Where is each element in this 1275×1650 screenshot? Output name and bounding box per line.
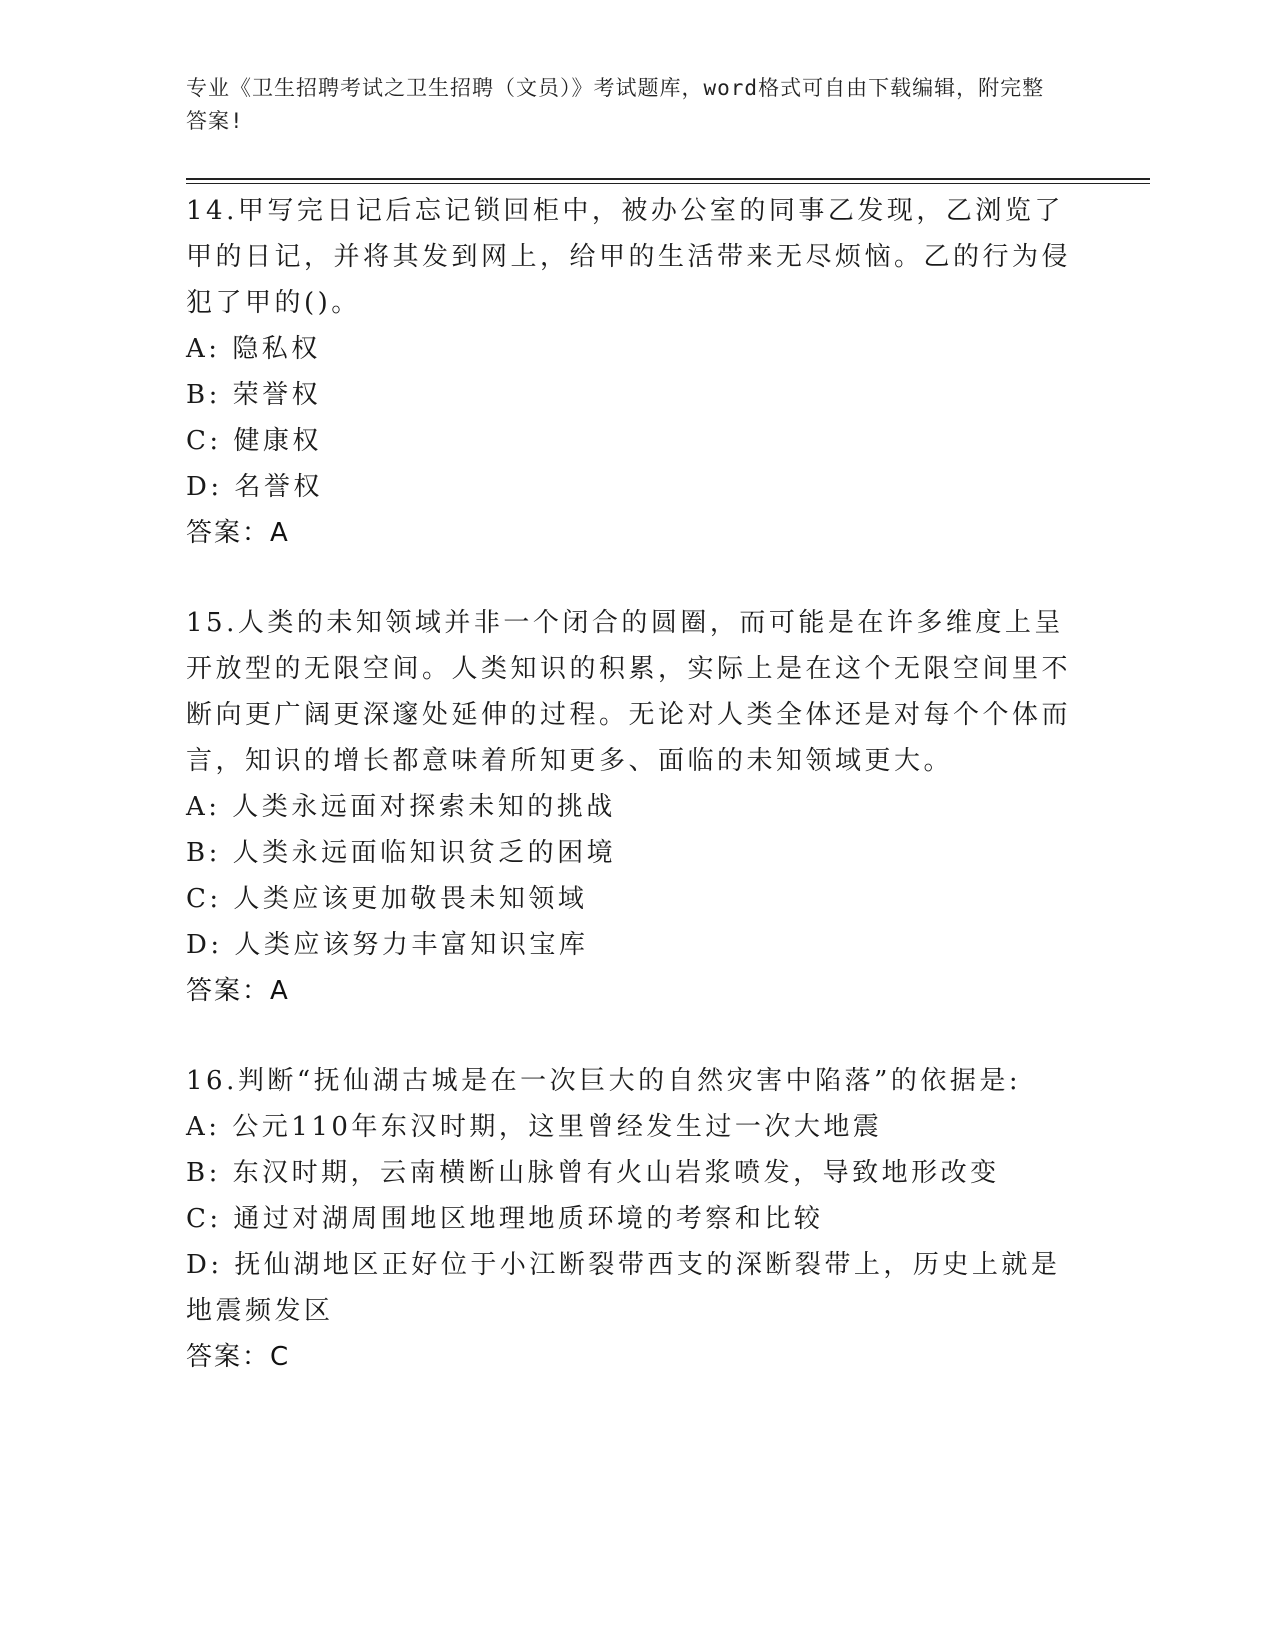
header-divider <box>186 178 1150 180</box>
question-list <box>186 188 1086 1424</box>
option-a: A: 公元110年东汉时期，这里曾经发生过一次大地震 <box>186 1112 883 1142</box>
option-c: C: 人类应该更加敬畏未知领域 <box>186 884 588 914</box>
answer-label: 答案：C <box>186 1342 291 1372</box>
question-14 <box>186 188 1086 556</box>
option-c: C: 通过对湖周围地区地理地质环境的考察和比较 <box>186 1204 824 1234</box>
option-b: B: 荣誉权 <box>186 380 322 410</box>
option-d: D: 人类应该努力丰富知识宝库 <box>186 930 589 960</box>
option-b: B: 东汉时期，云南横断山脉曾有火山岩浆喷发，导致地形改变 <box>186 1158 1000 1188</box>
question-16 <box>186 1058 1086 1380</box>
option-c: C: 健康权 <box>186 426 322 456</box>
question-15 <box>186 600 1086 1014</box>
header-divider-thin <box>186 183 1150 184</box>
option-b: B: 人类永远面临知识贫乏的困境 <box>186 838 617 868</box>
option-d: D: 抚仙湖地区正好位于小江断裂带西支的深断裂带上，历史上就是地震频发区 <box>186 1250 1061 1326</box>
question-stem: 14.甲写完日记后忘记锁回柜中，被办公室的同事乙发现，乙浏览了甲的日记，并将其发到网上，给甲的生活带来无尽烦恼。乙的行为侵犯了甲的()。 <box>186 196 1072 318</box>
answer-label: 答案：A <box>186 518 290 548</box>
answer-label: 答案：A <box>186 976 290 1006</box>
option-a: A: 隐私权 <box>186 334 321 364</box>
question-stem: 16.判断“抚仙湖古城是在一次巨大的自然灾害中陷落”的依据是: <box>186 1066 1022 1096</box>
option-d: D: 名誉权 <box>186 472 323 502</box>
document-header: 专业《卫生招聘考试之卫生招聘（文员）》考试题库，word格式可自由下载编辑，附完整答案! <box>186 76 1045 133</box>
question-stem: 15.人类的未知领域并非一个闭合的圆圈，而可能是在许多维度上呈开放型的无限空间。人类知识的积累，实际上是在这个无限空间里不断向更广阔更深邃处延伸的过程。无论对人类全体还是对每个个体而言，知识的增长都意味着所知更多、面临的未知领域更大。 <box>186 608 1072 776</box>
option-a: A: 人类永远面对探索未知的挑战 <box>186 792 616 822</box>
